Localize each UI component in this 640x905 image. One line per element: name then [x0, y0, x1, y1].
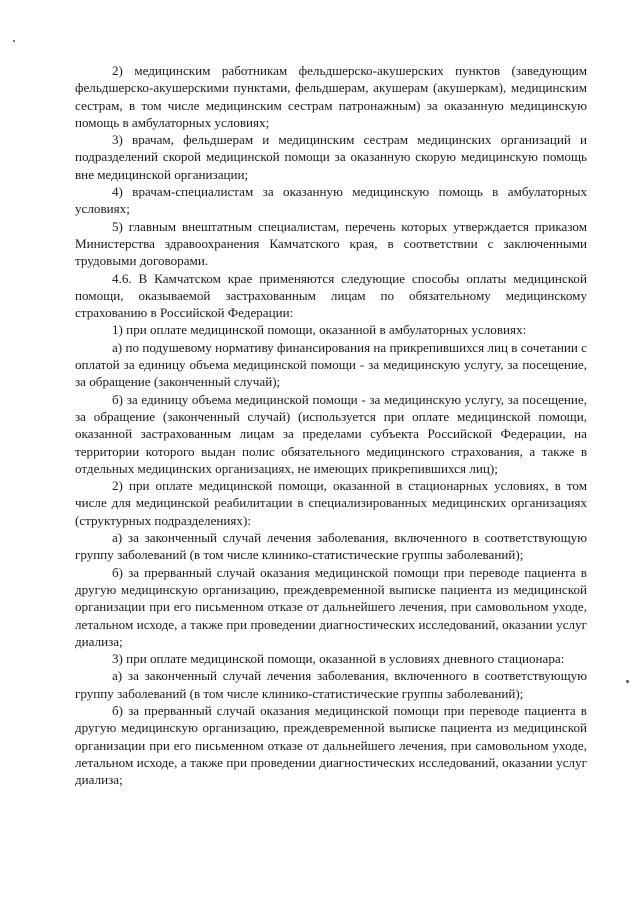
document-body: [75, 62, 587, 788]
paragraph-item-4-specialists: 4) врачам-специалистам за оказанную медицинскую помощь в амбулаторных условиях;: [75, 184, 587, 217]
paragraph-item-5-chief-specialists: 5) главным внештатным специалистам, перечень которых утверждается приказом Министерства здравоохранения Камчатского края, в соответствии с заключенными трудовыми договорами.: [75, 218, 587, 269]
paragraph-day-hospital-b: б) за прерванный случай оказания медицинской помощи при переводе пациента в другую медицинскую организацию, преждевременной выписке пациента из медицинской организации при его письменном отказе от дальнейшего лечения, при самовольном уходе, летальном исходе, а также при проведении диагностических исследований, оказании услуг диализа;: [75, 702, 587, 788]
scan-speck: [13, 40, 15, 42]
paragraph-item-3-ambulance: 3) врачам, фельдшерам и медицинским сестрам медицинских организаций и подразделений скорой медицинской помощи за оказанную скорую медицинскую помощь вне медицинской организации;: [75, 132, 587, 182]
paragraph-day-hospital-payment: 3) при оплате медицинской помощи, оказанной в условиях дневного стационара:: [112, 651, 565, 667]
paragraph-inpatient-a: а) за законченный случай лечения заболевания, включенного в соответствующую группу заболеваний (в том числе клинико-статистические группы заболеваний);: [75, 530, 587, 563]
paragraph-outpatient-b: б) за единицу объема медицинской помощи - за медицинскую услугу, за посещение, за обращение (законченный случай) (используется при оплате медицинской помощи, оказанной застрахованным лицам за пределами субъекта Российской Федерации, на территории которого выдан полис обязательного медицинского страхования, а также в отдельных медицинских организациях, не имеющих прикрепившихся лиц);: [75, 391, 587, 476]
paragraph-outpatient-a: а) по подушевому нормативу финансирования на прикрепившихся лиц в сочетании с оплатой за единицу объема медицинской помощи - за медицинскую услугу, за посещение, за обращение (законченный случай);: [75, 339, 587, 390]
paragraph-inpatient-payment: 2) при оплате медицинской помощи, оказанной в стационарных условиях, в том числе для медицинской реабилитации в специализированных медицинских организациях (структурных подразделениях):: [75, 478, 587, 528]
paragraph-section-4-6: 4.6. В Камчатском крае применяются следующие способы оплаты медицинской помощи, оказываемой застрахованным лицам по обязательному медицинскому страхованию в Российской Федерации:: [75, 270, 587, 321]
paragraph-item-2-feldsher-points: 2) медицинским работникам фельдшерско-акушерских пунктов (заведующим фельдшерско-акушерскими пунктами, фельдшерам, акушерам (акушеркам), медицинским сестрам, в том числе медицинским сестрам патронажным) за оказанную медицинскую помощь в амбулаторных условиях;: [75, 63, 587, 130]
paragraph-outpatient-payment: 1) при оплате медицинской помощи, оказанной в амбулаторных условиях:: [112, 322, 527, 338]
paragraph-day-hospital-a: а) за законченный случай лечения заболевания, включенного в соответствующую группу заболеваний (в том числе клинико-статистические группы заболеваний);: [75, 668, 587, 701]
paragraph-inpatient-b: б) за прерванный случай оказания медицинской помощи при переводе пациента в другую медицинскую организацию, преждевременной выписке пациента из медицинской организации при его письменном отказе от дальнейшего лечения, при самовольном уходе, летальном исходе, а также при проведении диагностических исследований, оказании услуг диализа;: [75, 564, 587, 649]
scan-speck: [626, 680, 629, 683]
